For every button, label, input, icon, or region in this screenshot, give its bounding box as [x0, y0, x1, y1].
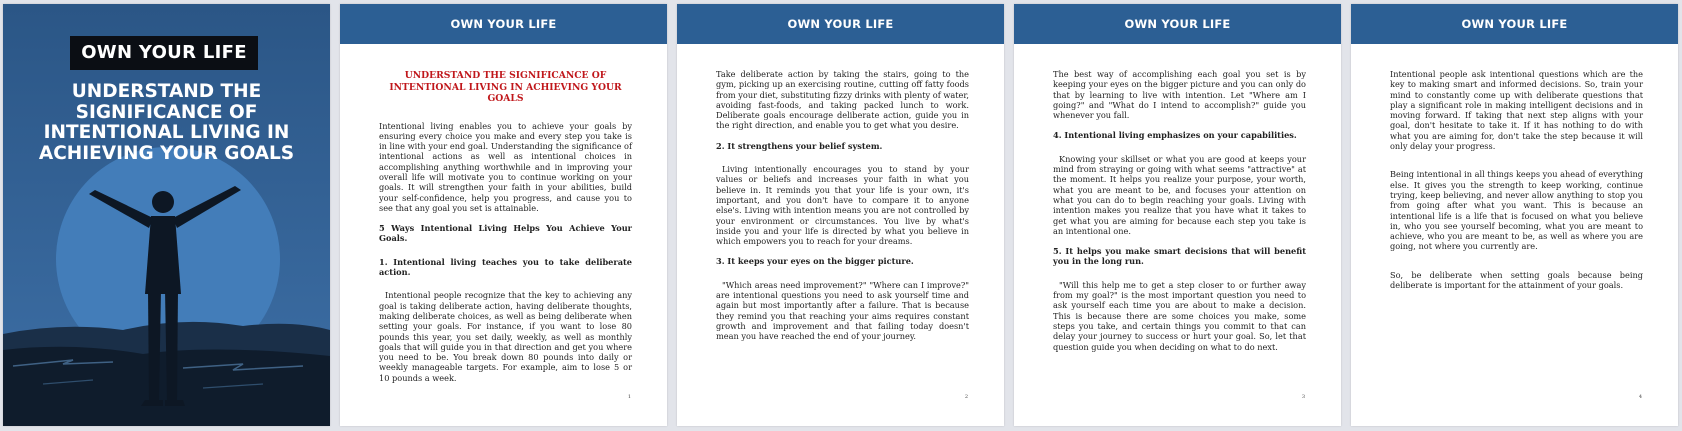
- page-3: [1014, 4, 1341, 426]
- page-number: 1: [627, 394, 631, 400]
- page-body: [1390, 69, 1643, 300]
- paragraph: "Which areas need improvement?" "Where can I improve?" are intentional questions you need to ask yourself time and again but most importantly after a failure. That is because they remind you that reaching your aims requires constant growth and improvement and that failing today doesn't mean you have reached the end of your journey.: [716, 279, 969, 342]
- page-header: OWN YOUR LIFE: [1351, 4, 1678, 44]
- page-1: [340, 4, 667, 426]
- section-heading: 3. It keeps your eyes on the bigger picture.: [716, 256, 914, 267]
- section-heading: 4. Intentional living emphasizes on your capabilities.: [1053, 130, 1297, 141]
- page-body: [716, 69, 969, 352]
- paragraph: Intentional people recognize that the key to achieving any goal is taking deliberate action, having deliberate thoughts, making deliberate choices, as well as being deliberate when setting your goals. For instance, if you want to lose 80 pounds this year, you set daily, weekly, as well as monthly goals that will guide you in that direction and get you where you need to be. You break down 80 pounds into daily or weekly manageable targets. For example, aim to lose 5 or 10 pounds a week.: [379, 290, 632, 383]
- paragraph: The best way of accomplishing each goal you set is by keeping your eyes on the bigger picture and you can only do that by learning to live with intention. Let "Where am I going?" and "What do I intend to accomplish?" guide you whenever you fall.: [1053, 69, 1306, 121]
- page-header: OWN YOUR LIFE: [677, 4, 1004, 44]
- cover-page: [3, 4, 330, 426]
- section-heading: 5. It helps you make smart decisions that will benefit you in the long run.: [1053, 246, 1306, 267]
- page-title: UNDERSTAND THE SIGNIFICANCE OF INTENTIONAL LIVING IN ACHIEVING YOUR GOALS: [389, 70, 622, 104]
- cover-title: UNDERSTAND THE SIGNIFICANCE OF INTENTIONAL LIVING IN ACHIEVING YOUR GOALS: [38, 81, 295, 164]
- page-header: OWN YOUR LIFE: [340, 4, 667, 44]
- page-4: [1351, 4, 1678, 426]
- page-2: [677, 4, 1004, 426]
- page-number: 4: [1638, 394, 1642, 400]
- section-heading: 1. Intentional living teaches you to take deliberate action.: [379, 256, 632, 278]
- page-header: OWN YOUR LIFE: [1014, 4, 1341, 44]
- page-number: 3: [1301, 394, 1305, 400]
- paragraph: So, be deliberate when setting goals because being deliberate is important for the attainment of your goals.: [1390, 269, 1643, 291]
- paragraph: "Will this help me to get a step closer to or further away from my goal?" is the most important question you need to ask yourself each time you are about to make a decision. This is because there are some choices you make, some steps you take, and certain things you commit to that can delay your journey to success or hurt your goal. So, let that question guide you when deciding on what to do next.: [1053, 279, 1306, 352]
- section-heading: 5 Ways Intentional Living Helps You Achieve Your Goals.: [379, 223, 632, 244]
- page-number: 2: [964, 394, 968, 400]
- section-heading: 2. It strengthens your belief system.: [716, 140, 883, 151]
- cover-tag: OWN YOUR LIFE: [70, 36, 258, 70]
- paragraph: Intentional living enables you to achieve your goals by ensuring every choice you make and every step you take is in line with your end goal. Understanding the significance of intentional actions as well as intentional choices in accomplishing anything worthwhile and in improving your overall life will motivate you to continue working on your goals. It will strengthen your faith in your abilities, build your self-confidence, help you progress, and cause you to see that any goal you set is attainable.: [379, 120, 632, 213]
- paragraph: Intentional people ask intentional questions which are the key to making smart and informed decisions. So, train your mind to constantly come up with deliberate questions that play a significant role in making intelligent decisions and in moving forward. If taking that next step aligns with your goal, don't hesitate to take it. If it has nothing to do with what you are aiming for, don't take the step because it will only delay your progress.: [1390, 69, 1643, 152]
- page-body: [379, 66, 632, 393]
- paragraph: Knowing your skillset or what you are good at keeps your mind from straying or going with what seems "attractive" at the moment. It helps you realize your purpose, your worth, what you are meant to be, and focuses your attention on what you can do to begin reaching your goals. Living with intention makes you realize that you have what it takes to get what you are aiming for because each step you take is an intentional one.: [1053, 153, 1306, 236]
- paragraph: Living intentionally encourages you to stand by your values or beliefs and increases your faith in what you believe in. It reminds you that your life is your own, it's important, and you don't have to compare it to anyone else's. Living with intention means you are not controlled by your environment or circumstances. You live by what's inside you and your life is directed by what you believe in which empowers you to reach for your dreams.: [716, 164, 969, 247]
- paragraph: Being intentional in all things keeps you ahead of everything else. It gives you the strength to keep working, continue trying, keep believing, and never allow anything to stop you from going after what you want. This is because an intentional life is a life that is focused on what you believe in, who you see yourself becoming, what you are meant to achieve, who you are meant to be, as well as where you are going, not where you currently are.: [1390, 169, 1643, 252]
- page-body: [1053, 69, 1306, 362]
- paragraph: Take deliberate action by taking the stairs, going to the gym, picking up an exercising routine, cutting off fatty foods from your diet, substituting fizzy drinks with plenty of water, avoiding fast-foods, and taking packed lunch to work. Deliberate goals encourage deliberate action, guide you in the right direction, and enable you to get what you desire.: [716, 69, 969, 131]
